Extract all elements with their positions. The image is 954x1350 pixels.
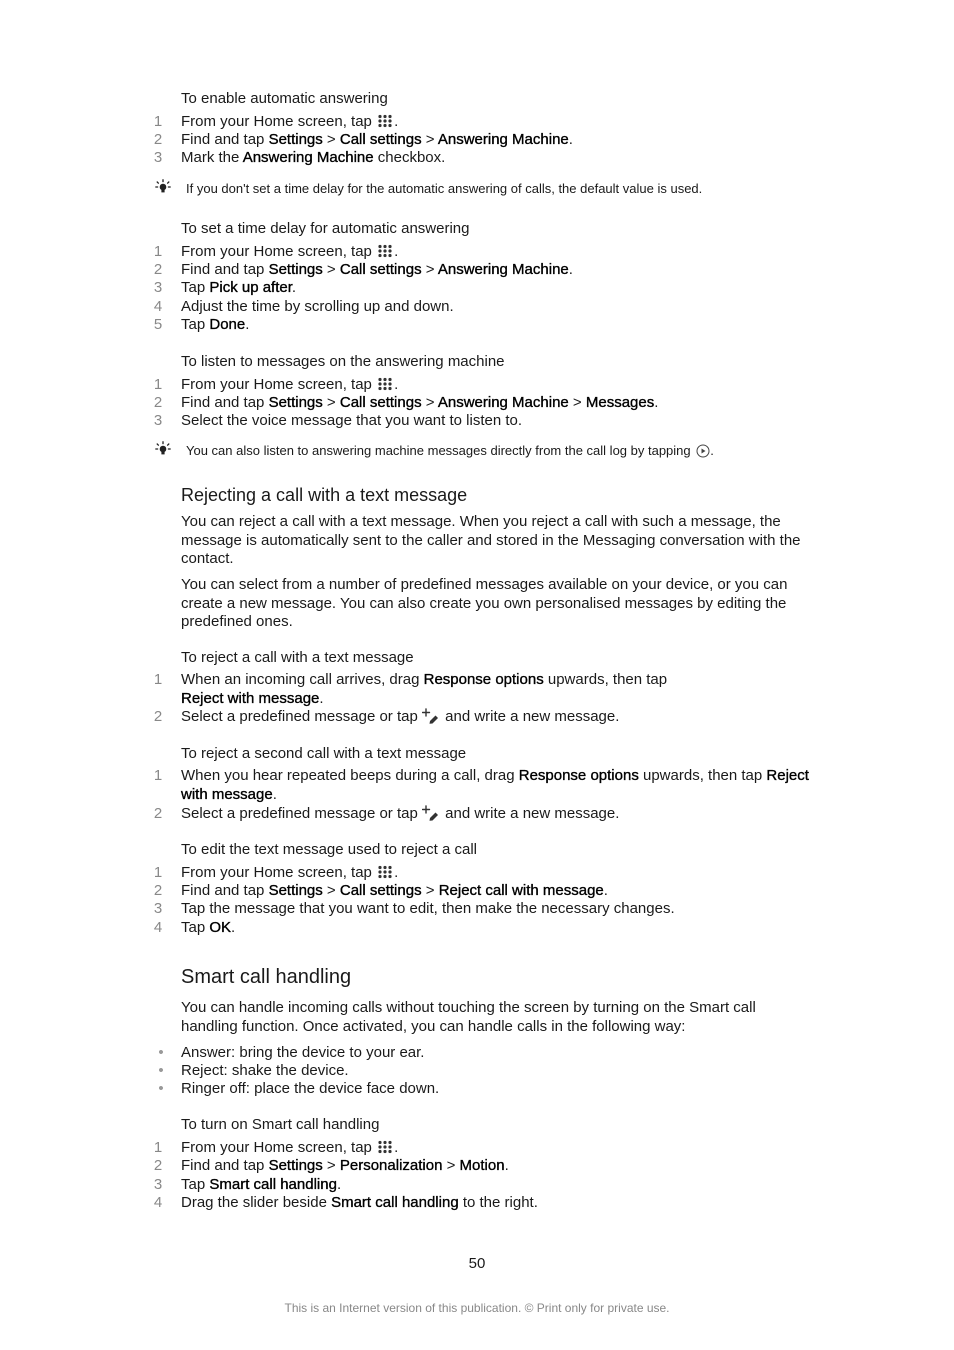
- step-number: 1: [153, 243, 163, 260]
- step-text: Tap OK.: [181, 919, 236, 936]
- app-grid-icon: [377, 865, 393, 879]
- step-number: 1: [153, 376, 163, 393]
- step-text: Find and tap Settings > Personalization > Motion.: [181, 1157, 509, 1174]
- app-grid-icon: [377, 114, 393, 128]
- step-number: 1: [153, 864, 163, 881]
- bullet-marker: •: [158, 1062, 164, 1079]
- step-number: 2: [153, 131, 163, 148]
- play-icon: [696, 444, 710, 458]
- step-text: From your Home screen, tap .: [181, 1139, 399, 1156]
- step-number: 3: [153, 279, 163, 296]
- list-item-text: Reject: shake the device.: [181, 1062, 349, 1079]
- step-text: Tap Smart call handling.: [181, 1176, 342, 1193]
- procedure-title: To reject a second call with a text message: [181, 745, 467, 762]
- step-number: 1: [153, 1139, 163, 1156]
- page-number: 50: [468, 1255, 486, 1272]
- step-text: When you hear repeated beeps during a call, drag Response options upwards, then tap Reject with message.: [181, 767, 809, 803]
- step-text: Find and tap Settings > Call settings > Answering Machine.: [181, 131, 573, 148]
- step-number: 3: [153, 900, 163, 917]
- add-new-message-icon: [422, 708, 439, 724]
- procedure-title: To edit the text message used to reject a call: [181, 841, 477, 858]
- step-number: 3: [153, 1176, 163, 1193]
- step-number: 2: [153, 708, 163, 725]
- step-number: 3: [153, 412, 163, 429]
- step-text: Drag the slider beside Smart call handling to the right.: [181, 1194, 538, 1211]
- paragraph: You can select from a number of predefined messages available on your device, or you can create a new message. You can also create you own personalised messages by editing the predefined ones.: [181, 576, 788, 630]
- step-number: 2: [153, 805, 163, 822]
- list-item-text: Answer: bring the device to your ear.: [181, 1044, 425, 1061]
- add-new-message-icon: [422, 805, 439, 821]
- step-text: Find and tap Settings > Call settings > Answering Machine > Messages.: [181, 394, 659, 411]
- procedure-title: To listen to messages on the answering machine: [181, 353, 505, 370]
- lightbulb-icon: [155, 441, 171, 457]
- app-grid-icon: [377, 1140, 393, 1154]
- step-text: Select a predefined message or tap and write a new message.: [181, 708, 620, 725]
- paragraph: You can reject a call with a text message. When you reject a call with such a message, the message is automatically sent to the caller and stored in the Messaging conversation with the contact.: [181, 513, 801, 567]
- section-heading: Rejecting a call with a text message: [181, 485, 468, 505]
- step-number: 1: [153, 113, 163, 130]
- footer-notice: This is an Internet version of this publication. © Print only for private use.: [284, 1301, 670, 1315]
- step-text: Select a predefined message or tap and write a new message.: [181, 805, 620, 822]
- step-number: 2: [153, 394, 163, 411]
- procedure-title: To enable automatic answering: [181, 90, 388, 107]
- step-text: Adjust the time by scrolling up and down.: [181, 298, 454, 315]
- step-number: 2: [153, 882, 163, 899]
- app-grid-icon: [377, 377, 393, 391]
- step-number: 4: [153, 298, 163, 315]
- step-text: Tap Pick up after.: [181, 279, 297, 296]
- procedure-title: To set a time delay for automatic answering: [181, 220, 470, 237]
- step-text: Find and tap Settings > Call settings > Answering Machine.: [181, 261, 573, 278]
- procedure-title: To turn on Smart call handling: [181, 1116, 380, 1133]
- paragraph: You can handle incoming calls without touching the screen by turning on the Smart call handling function. Once activated, you can handle calls in the following way:: [181, 999, 756, 1035]
- step-text: Mark the Answering Machine checkbox.: [181, 149, 446, 166]
- step-text: From your Home screen, tap .: [181, 113, 399, 130]
- step-number: 4: [153, 919, 163, 936]
- lightbulb-icon: [155, 179, 171, 195]
- step-number: 2: [153, 261, 163, 278]
- step-text: From your Home screen, tap .: [181, 864, 399, 881]
- step-number: 5: [153, 316, 163, 333]
- step-text: Tap Done.: [181, 316, 250, 333]
- step-text: Select the voice message that you want to listen to.: [181, 412, 523, 429]
- step-number: 1: [153, 767, 163, 784]
- list-item-text: Ringer off: place the device face down.: [181, 1080, 440, 1097]
- procedure-title: To reject a call with a text message: [181, 649, 414, 666]
- step-text: When an incoming call arrives, drag Response options upwards, then tap Reject with message.: [181, 671, 668, 707]
- step-text: From your Home screen, tap .: [181, 243, 399, 260]
- app-grid-icon: [377, 244, 393, 258]
- step-text: From your Home screen, tap .: [181, 376, 399, 393]
- bullet-marker: •: [158, 1044, 164, 1061]
- step-text: Find and tap Settings > Call settings > Reject call with message.: [181, 882, 608, 899]
- step-number: 2: [153, 1157, 163, 1174]
- section-heading: Smart call handling: [181, 966, 352, 988]
- step-text: Tap the message that you want to edit, then make the necessary changes.: [181, 900, 675, 917]
- bullet-marker: •: [158, 1080, 164, 1097]
- tip-text: You can also listen to answering machine messages directly from the call log by tapping .: [186, 443, 714, 458]
- step-number: 3: [153, 149, 163, 166]
- step-number: 4: [153, 1194, 163, 1211]
- tip-text: If you don't set a time delay for the automatic answering of calls, the default value is used.: [186, 181, 703, 196]
- step-number: 1: [153, 671, 163, 688]
